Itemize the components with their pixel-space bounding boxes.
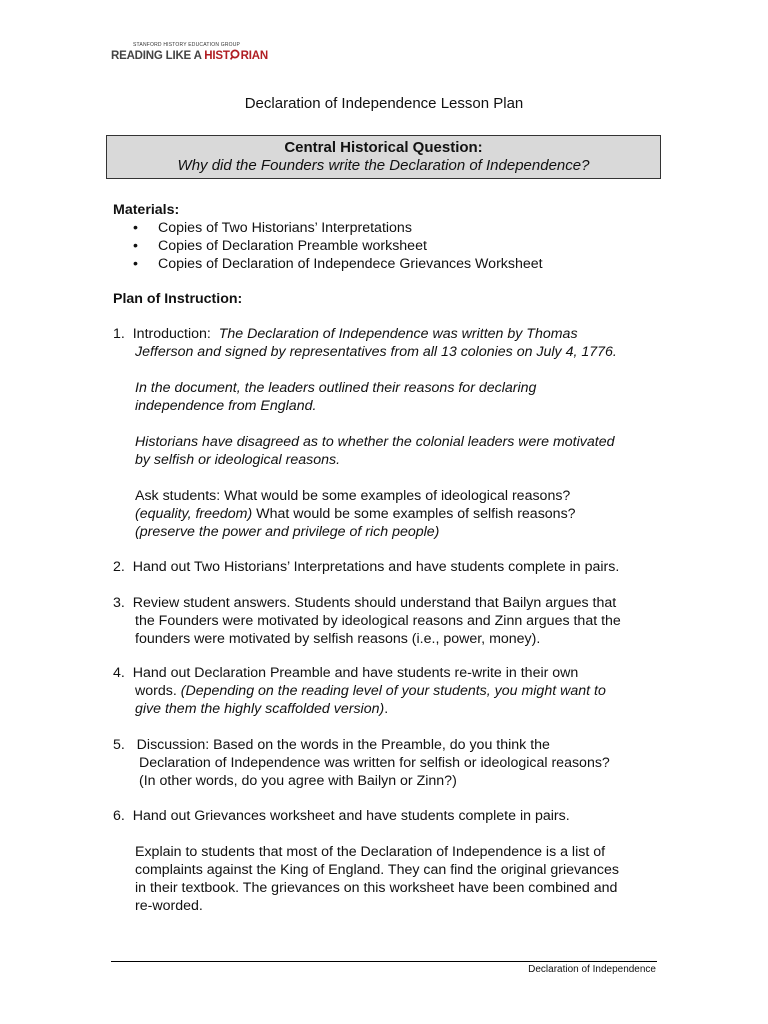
step-6: 6. Hand out Grievances worksheet and have students complete in pairs.: [113, 808, 570, 824]
bullet-icon: •: [133, 238, 138, 254]
materials-heading: Materials:: [113, 202, 180, 218]
magnifier-icon: [230, 49, 241, 60]
step-number: 5.: [113, 737, 125, 753]
step-2: 2. Hand out Two Historians’ Interpretations and have students complete in pairs.: [113, 559, 620, 575]
central-question-text: Why did the Founders write the Declaration of Independence?: [177, 157, 590, 174]
step-5: 5. Discussion: Based on the words in the Preamble, do you think the Declaration of Independence was written for selfish or ideological reasons? (In other words, do you agree with Bailyn or Zinn?): [113, 737, 610, 789]
step-1-paragraph: Ask students: What would be some examples of ideological reasons? (equality, freedom) What would be some examples of selfish reasons? (preserve the power and privilege of rich people): [135, 488, 576, 540]
list-item: • Copies of Declaration Preamble worksheet: [133, 238, 427, 254]
step-1: 1. Introduction: The Declaration of Independence was written by Thomas Jefferson and signed by representatives from all 13 colonies on July 4, 1776.: [113, 326, 617, 360]
footer-text: Declaration of Independence: [528, 964, 656, 975]
logo-top-text: STANFORD HISTORY EDUCATION GROUP: [133, 42, 241, 48]
step-1-paragraph: Historians have disagreed as to whether the colonial leaders were motivated by selfish or ideological reasons.: [135, 434, 615, 468]
plan-heading: Plan of Instruction:: [113, 291, 243, 307]
page-title: Declaration of Independence Lesson Plan: [244, 95, 524, 112]
list-item: • Copies of Declaration of Independece Grievances Worksheet: [133, 256, 543, 272]
step-1-paragraph: In the document, the leaders outlined their reasons for declaring independence from England.: [135, 380, 537, 414]
central-question-box: [106, 135, 661, 179]
footer-divider: [111, 961, 657, 962]
logo-main-text: READING LIKE A HIST RIAN: [111, 50, 268, 62]
materials-list: [113, 219, 658, 273]
step-number: 3.: [113, 595, 125, 611]
step-number: 2.: [113, 559, 125, 575]
step-6-paragraph: Explain to students that most of the Declaration of Independence is a list of complaints against the King of England. They can find the original grievances in their textbook. The grievances on this worksheet have been combined and re-worded.: [135, 844, 619, 914]
step-4: 4. Hand out Declaration Preamble and have students re-write in their own words. (Depending on the reading level of your students, you might want to give them the highly scaffolded version).: [113, 665, 606, 717]
central-question-heading: Central Historical Question:: [284, 139, 483, 156]
list-item: • Copies of Two Historians’ Interpretations: [133, 220, 412, 236]
step-number: 4.: [113, 665, 125, 681]
bullet-icon: •: [133, 220, 138, 236]
bullet-icon: •: [133, 256, 138, 272]
step-3: 3. Review student answers. Students should understand that Bailyn argues that the Founders were motivated by ideological reasons and Zinn argues that the founders were motivated by selfish reasons (i.e., power, money).: [113, 595, 621, 647]
step-number: 6.: [113, 808, 125, 824]
step-number: 1.: [113, 326, 125, 342]
logo: [111, 42, 268, 68]
materials-section: [113, 201, 658, 273]
